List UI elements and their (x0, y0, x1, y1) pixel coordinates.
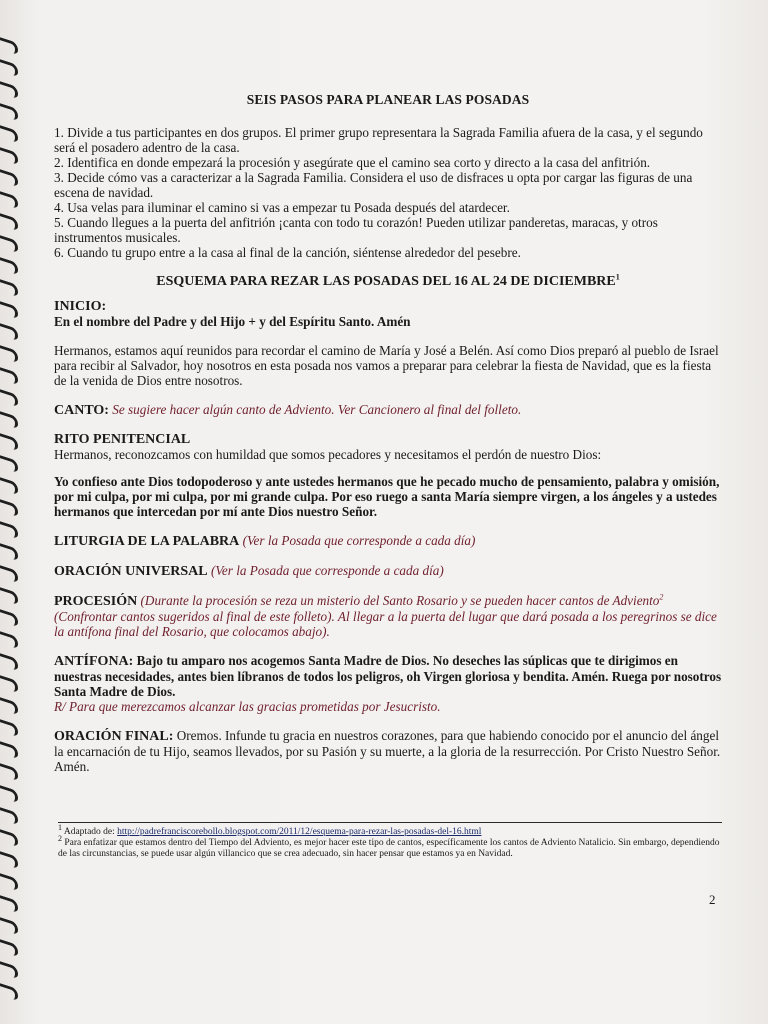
rito-line: Hermanos, reconozcamos con humildad que somos pecadores y necesitamos el perdón de nuestro Dios: (54, 447, 602, 462)
binding-coil (0, 433, 18, 451)
footnote-ref: 1 (615, 272, 620, 282)
binding-coil (0, 499, 18, 517)
liturgia-section (54, 533, 722, 549)
confiteor-prayer: Yo confieso ante Dios todopoderoso y ante ustedes hermanos que he pecado mucho de pensamiento, palabra y omisión, por mi culpa, por mi culpa, por mi grande culpa. Por eso ruego a santa María siempre virgen, a los ángeles y a ustedes hermanos que intercedan por mí ante Dios nuestro Señor. (54, 474, 720, 519)
steps-list (54, 125, 722, 260)
inicio-section (54, 299, 722, 329)
procesion-heading: PROCESIÓN (54, 594, 138, 609)
binding-coil (0, 521, 18, 539)
page-title: SEIS PASOS PARA PLANEAR LAS POSADAS (246, 92, 530, 107)
canto-heading: CANTO: (54, 403, 109, 418)
binding-coil (0, 169, 18, 187)
binding-coil (0, 631, 18, 649)
step-item: 1. Divide a tus participantes en dos grupos. El primer grupo representara la Sagrada Familia afuera de la casa, y el segundo será el posadero adentro de la casa. (54, 125, 703, 155)
canto-note: Se sugiere hacer algún canto de Adviento. Ver Cancionero al final del folleto. (112, 402, 522, 417)
footnote-1-label: Adaptado de: (63, 827, 115, 837)
step-item: 4. Usa velas para iluminar el camino si vas a empezar tu Posada después del atardecer. (54, 200, 510, 215)
binding-coil (0, 59, 18, 77)
footnote-2-text: Para enfatizar que estamos dentro del Tiempo del Adviento, es mejor hacer este tipo de cantos, específicamente los cantos de Adviento Natalicio. Sin embargo, dependiendo de las circunstancias, se puede usar algún villancico que se crea adecuado, sin hacer pensar que estamos ya en Navidad. (58, 838, 720, 859)
binding-coil (0, 719, 18, 737)
binding-coil (0, 851, 18, 869)
oracion-universal-section (54, 563, 722, 579)
procesion-note: (Durante la procesión se reza un misterio del Santo Rosario y se pueden hacer cantos de Adviento (140, 593, 660, 608)
oracion-final-heading: ORACIÓN FINAL: (54, 729, 174, 744)
step-item: 6. Cuando tu grupo entre a la casa al final de la canción, siéntense alrededor del pesebre. (54, 245, 521, 260)
antifona-section (54, 653, 722, 714)
footnote-2 (58, 833, 722, 860)
liturgia-heading: LITURGIA DE LA PALABRA (54, 534, 240, 549)
binding-coil (0, 895, 18, 913)
binding-coil (0, 81, 18, 99)
antifona-heading: ANTÍFONA: (54, 654, 134, 669)
binding-coil (0, 873, 18, 891)
liturgia-note: (Ver la Posada que corresponde a cada día) (242, 533, 476, 548)
subtitle-text: ESQUEMA PARA REZAR LAS POSADAS DEL 16 AL 24 DE DICIEMBRE (156, 274, 616, 289)
procesion-section (54, 593, 722, 639)
oracion-final-text: Oremos. Infunde tu gracia en nuestros corazones, para que habiendo conocido por el anuncio del ángel la encarnación de tu Hijo, seamos llevados, por su Pasión y su muerte, a la gloria de la resurrección. Por Cristo Nuestro Señor. Amén. (54, 728, 721, 774)
binding-coil (0, 543, 18, 561)
binding-coil (0, 741, 18, 759)
binding-coil (0, 301, 18, 319)
step-item: 5. Cuando llegues a la puerta del anfitrión ¡canta con todo tu corazón! Pueden utilizar panderetas, maracas, y otros instrumentos musicales. (54, 215, 658, 245)
rito-section (54, 432, 722, 519)
footnotes (58, 822, 722, 860)
page-number: 2 (709, 892, 716, 907)
binding-coil (0, 763, 18, 781)
binding-coil (0, 829, 18, 847)
source-link[interactable]: http://padrefranciscorebollo.blogspot.com/2011/12/esquema-para-rezar-las-posadas-del-16.html (117, 827, 482, 837)
binding-coil (0, 961, 18, 979)
binding-coil (0, 323, 18, 341)
binding-coil (0, 917, 18, 935)
binding-coil (0, 367, 18, 385)
binding-coil (0, 653, 18, 671)
inicio-line: En el nombre del Padre y del Hijo + y del Espíritu Santo. Amén (54, 314, 411, 329)
binding-coil (0, 191, 18, 209)
binding-coil (0, 455, 18, 473)
binding-coil (0, 103, 18, 121)
page-content (54, 92, 722, 788)
oracion-universal-heading: ORACIÓN UNIVERSAL (54, 564, 208, 579)
binding-coil (0, 939, 18, 957)
footnote-ref: 2 (659, 592, 664, 602)
footnote-1 (58, 822, 722, 838)
binding-coil (0, 213, 18, 231)
binding-coil (0, 147, 18, 165)
oracion-universal-note: (Ver la Posada que corresponde a cada día) (210, 563, 444, 578)
binding-coil (0, 125, 18, 143)
binding-coil (0, 345, 18, 363)
step-item: 3. Decide cómo vas a caracterizar a la Sagrada Familia. Considera el uso de disfraces u opta por cargar las figuras de una escena de navidad. (54, 170, 693, 200)
binding-coil (0, 983, 18, 1001)
binding-coil (0, 37, 18, 55)
inicio-heading: INICIO: (54, 299, 107, 314)
intro-paragraph: Hermanos, estamos aquí reunidos para recordar el camino de María y José a Belén. Así como Dios preparó al pueblo de Israel para recibir al Salvador, hoy nosotros en esta posada nos vamos a preparar para celebrar la fiesta de Navidad, que es la fiesta de la venida de Dios entre nosotros. (54, 343, 719, 388)
binding-coil (0, 587, 18, 605)
footnote-mark: 1 (58, 822, 62, 832)
oracion-final-section (54, 728, 722, 774)
binding-coil (0, 565, 18, 583)
footnote-mark: 2 (58, 833, 62, 843)
procesion-note-continued: (Confrontar cantos sugeridos al final de este folleto). Al llegar a la puerta del lugar que dará posada a los peregrinos se dice la antífona final del Rosario, que colocamos abajo). (54, 609, 717, 639)
section-subtitle (54, 274, 722, 289)
binding-coil (0, 675, 18, 693)
binding-coil (0, 807, 18, 825)
binding-coil (0, 279, 18, 297)
canto-section (54, 402, 722, 418)
antifona-text: Bajo tu amparo nos acogemos Santa Madre de Dios. No deseches las súplicas que te dirigimos en nuestras necesidades, antes bien líbranos de todos los peligros, oh Virgen gloriosa y bendita. Amén. Ruega por nosotros Santa Madre de Dios. (54, 653, 722, 699)
rito-heading: RITO PENITENCIAL (54, 432, 191, 447)
binding-coil (0, 785, 18, 803)
binding-coil (0, 389, 18, 407)
antifona-response: R/ Para que merezcamos alcanzar las gracias prometidas por Jesucristo. (54, 699, 441, 714)
step-item: 2. Identifica en donde empezará la procesión y asegúrate que el camino sea corto y directo a la casa del anfitrión. (54, 155, 651, 170)
binding-coil (0, 697, 18, 715)
binding-coil (0, 235, 18, 253)
binding-coil (0, 257, 18, 275)
binding-coil (0, 411, 18, 429)
binding-coil (0, 477, 18, 495)
binding-coil (0, 609, 18, 627)
spiral-binding (0, 40, 22, 1020)
